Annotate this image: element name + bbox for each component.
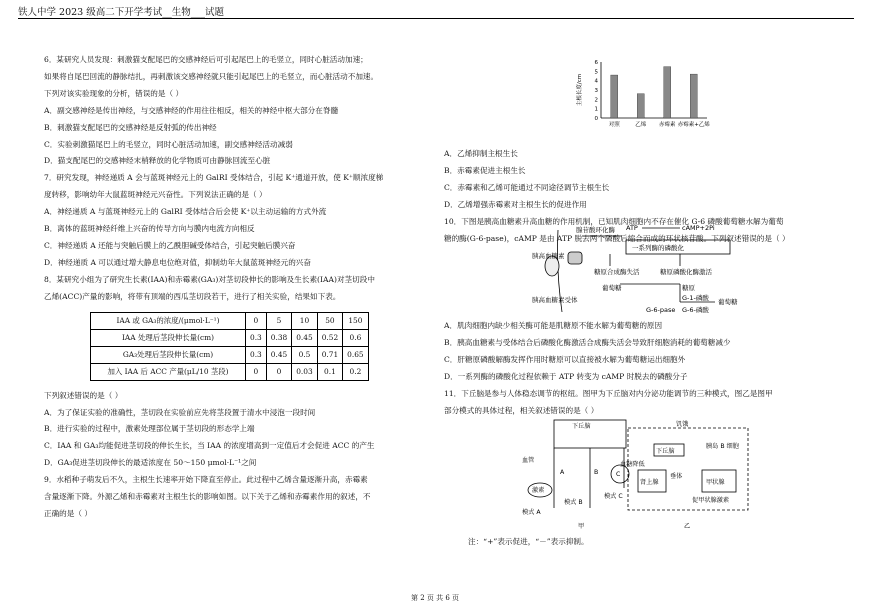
text-line: 部分模式的具体过程，相关叙述错误的是（ ） — [444, 405, 599, 415]
text-line: 如果将自尾巴回流的静脉结扎，再刺激该交感神经就只能引起尾巴上的毛竖立，而心脏活动不加速。 — [44, 71, 379, 81]
text-line: 度转移，影响幼年大鼠蓝斑神经元兴奋性。下列说法正确的是（ ） — [44, 190, 267, 200]
fig-label: 甲 — [578, 523, 585, 530]
fig-label: 血管 — [522, 457, 535, 464]
table-cell: 5 — [266, 312, 291, 329]
text-line: 下列对该实验现象的分析，错误的是（ ） — [44, 88, 184, 98]
text-line: A．肌肉细胞内缺少相关酶可能是肌糖原不能水解为葡萄糖的原因 — [444, 321, 663, 330]
table-cell: IAA 或 GA₃的浓度/(μmol·L⁻¹) — [91, 312, 246, 329]
y-tick-label: 0 — [594, 116, 598, 122]
text-line: D．猫支配尾巴的交感神经末梢释放的化学物质可由静脉回流至心脏 — [44, 156, 271, 166]
figure-note: 注：“+”表示促进，“－”表示抑制。 — [468, 537, 589, 546]
fig-label: 激素 — [532, 487, 545, 494]
text-line: 8．某研究小组为了研究生长素(IAA)和赤霉素(GA₃)对茎切段伸长的影响及生长素(IAA)对茎切段中 — [44, 274, 375, 284]
table-row — [91, 346, 369, 363]
table-cell: IAA 处理后茎段伸长量(cm) — [91, 329, 246, 346]
fig-label: 促甲状腺激素 — [692, 497, 730, 504]
fig-label: 模式 A — [522, 509, 541, 516]
text-line: 9．水稻种子萌发后不久，主根生长速率开始下降直至停止。此过程中乙烯含量逐渐升高，赤霉素 — [44, 475, 368, 485]
table-row — [91, 329, 369, 346]
table-cell: 0.5 — [292, 346, 317, 363]
table-cell: 0.1 — [317, 363, 342, 380]
fig-label: 一系列酶的磷酸化 — [632, 244, 684, 252]
receptor-shape — [568, 252, 582, 264]
fig-label: G-1-磷酸 — [682, 294, 709, 302]
bar — [690, 74, 697, 118]
x-tick-label: 对照 — [608, 122, 620, 128]
dashed-frame — [628, 428, 748, 510]
fig-label: ATP — [626, 224, 638, 232]
text-line: B．赤霉素促进主根生长 — [444, 165, 526, 175]
text-line: A．为了保证实验的准确性，茎切段在实验前应先将茎段置于清水中浸泡一段时间 — [44, 407, 316, 417]
y-tick-label: 2 — [594, 97, 598, 104]
text-line: C．肝糖原磷酸解酶发挥作用时糖原可以直接被水解为葡萄糖运出细胞外 — [444, 354, 686, 364]
table-cell: 0.52 — [317, 329, 342, 346]
y-tick-label: 3 — [594, 88, 598, 94]
fig-label: 肾上腺 — [640, 479, 659, 486]
fig-label: cAMP+2Pi — [682, 224, 715, 232]
y-tick-label: 1 — [594, 106, 598, 113]
text-line: 下列叙述错误的是（ ） — [44, 390, 123, 400]
fig-label: 葡萄糖 — [718, 298, 738, 306]
y-tick-label: 4 — [594, 78, 598, 85]
table-cell: 0.71 — [317, 346, 342, 363]
fig-label: 胰高血糖素受体 — [532, 296, 578, 304]
table-cell: 0 — [246, 363, 267, 380]
figure-yi — [618, 418, 758, 530]
x-tick-label: 赤霉素+乙烯 — [677, 122, 710, 128]
right-column-lower — [444, 318, 854, 419]
questions-10-11 — [444, 318, 854, 419]
text-line: A．副交感神经是传出神经，与交感神经的作用往往相反，相关的神经中枢大部分在脊髓 — [44, 105, 339, 115]
text-line: 含量逐渐下降。外源乙烯和赤霉素对主根生长的影响如图。以下关于乙烯和赤霉素作用的叙述，不 — [44, 492, 371, 502]
fig-label: G-6-pase — [646, 306, 676, 314]
fig-label: 胰岛 B 细胞 — [706, 443, 739, 450]
text-line: B．胰高血糖素与受体结合后磷酸化酶激活合成酶失活会导致肝细胞消耗的葡萄糖减少 — [444, 337, 731, 347]
fig-label: 腺苷酸环化酶 — [576, 226, 615, 234]
text-line: B．进行实验的过程中，激素处理部位属于茎切段的形态学上端 — [44, 424, 255, 434]
fig-label: G-6-磷酸 — [682, 306, 709, 314]
text-line: 乙烯(ACC)产量的影响，将带有顶端的西瓜茎切段若干，进行了相关实验，结果如下表。 — [44, 291, 341, 301]
header-rule — [18, 18, 854, 19]
text-line: C．IAA 和 GA₃均能促进茎切段的伸长生长，当 IAA 的浓度增高到一定值后才会促进 ACC 的产生 — [44, 441, 375, 451]
fig-label: A — [560, 469, 565, 476]
fig-label: C — [616, 471, 621, 478]
bar — [637, 94, 644, 118]
text-line: A．神经递质 A 与蓝斑神经元上的 GalRI 受体结合后会使 K⁺以主动运输的方式外流 — [44, 207, 327, 217]
fig-label: 饥饿 — [676, 421, 689, 428]
table-cell: 0.45 — [292, 329, 317, 346]
root-length-bar-chart — [575, 56, 715, 140]
bar — [611, 75, 618, 118]
table-cell: 0.6 — [343, 329, 368, 346]
fig-label: 下丘脑 — [572, 423, 591, 430]
text-line: 糖的酶(G-6-pase)，cAMP 是由 ATP 脱去两个磷酸后缩合而成的环状核苷酸。下列叙述错误的是（ ） — [444, 233, 790, 243]
y-tick-label: 5 — [594, 69, 598, 76]
x-tick-label: 乙烯 — [635, 122, 647, 128]
text-line: B．离体的蓝斑神经纤维上兴奋的传导方向与膜内电流方向相反 — [44, 224, 255, 234]
text-line: 6．某研究人员发现：刺激猫支配尾巴的交感神经后可引起尾巴上的毛竖立，同时心脏活动加速； — [44, 55, 368, 64]
fig-label: 乙 — [684, 523, 691, 530]
text-line: 10．下图是胰高血糖素升高血糖的作用机制，已知肌肉细胞内不存在催化 G-6 磷酸葡萄糖水解为葡萄 — [444, 216, 784, 226]
questions-8-9 — [44, 388, 436, 523]
table-cell: 0.3 — [246, 329, 267, 346]
fig-label: 血糖降低 — [620, 461, 645, 468]
text-line: D．一系列酶的磷酸化过程依赖于 ATP 转变为 cAMP 时脱去的磷酸分子 — [444, 371, 688, 381]
page-footer: 第 2 页 共 6 页 — [410, 594, 460, 602]
fig-label: 糖原磷酸化酶激活 — [660, 268, 712, 276]
table-cell: 0.3 — [246, 346, 267, 363]
table-cell: 10 — [292, 312, 317, 329]
fig-label: 胰高血糖素 — [532, 252, 565, 260]
table-cell: 0.38 — [266, 329, 291, 346]
fig-label: 垂体 — [670, 473, 683, 480]
table-cell: 加入 IAA 后 ACC 产量(μL/10 茎段) — [91, 363, 246, 380]
table-cell: GA₃处理后茎段伸长量(cm) — [91, 346, 246, 363]
text-line: 正确的是（ ） — [44, 508, 92, 518]
text-line: D．神经递质 A 可以通过增大静息电位绝对值，抑制幼年大鼠蓝斑神经元的兴奋 — [44, 257, 311, 267]
text-line: C．实验刺激猫尾巴上的毛竖立，同时心脏活动加速，副交感神经活动减弱 — [44, 139, 293, 149]
table-row — [91, 363, 369, 380]
y-tick-label: 6 — [594, 60, 598, 66]
text-line: 11．下丘脑是参与人体稳态调节的枢纽。图甲为下丘脑对内分泌功能调节的三种模式，图乙是图甲 — [444, 388, 773, 398]
table-cell: 0 — [246, 312, 267, 329]
fig-label: 模式 C — [604, 493, 623, 500]
questions-6-8 — [44, 52, 436, 306]
table-cell: 150 — [343, 312, 368, 329]
table-cell: 0.45 — [266, 346, 291, 363]
table-cell: 0.65 — [343, 346, 368, 363]
experiment-table — [90, 312, 369, 381]
text-line: A．乙烯抑制主根生长 — [444, 149, 518, 158]
text-line: D．乙烯增强赤霉素对主根生长的促进作用 — [444, 199, 587, 209]
fig-label: 糖原 — [682, 284, 695, 292]
y-axis-label: 主根长度/cm — [577, 73, 583, 107]
table-header-row — [91, 312, 369, 329]
text-line: D．GA₃促进茎切段伸长的最适浓度在 50～150 μmol·L⁻¹之间 — [44, 458, 257, 468]
fig-label: 下丘脑 — [656, 448, 675, 455]
text-line: C．赤霉素和乙烯可能通过不同途径调节主根生长 — [444, 182, 610, 192]
fig-label: 甲状腺 — [706, 479, 725, 486]
text-line: C．神经递质 A 还能与突触后膜上的乙酰胆碱受体结合，引起突触后膜兴奋 — [44, 240, 296, 250]
fig-label: B — [594, 469, 599, 476]
page-header: 铁人中学 2023 级高二下开学考试__生物___试题 — [18, 7, 224, 18]
bar — [664, 67, 671, 118]
text-line: 7．研究发现，神经递质 A 会与蓝斑神经元上的 GalRI 受体结合，引起 K⁺通道开放，使 K⁺顺浓度梯 — [44, 173, 384, 183]
text-line: B．刺激猫支配尾巴的交感神经是反射弧的传出神经 — [44, 122, 217, 132]
left-column — [44, 52, 436, 523]
table-cell: 0 — [266, 363, 291, 380]
table-cell: 50 — [317, 312, 342, 329]
fig-label: 葡萄糖 — [602, 284, 622, 292]
fig-label: 糖原合成酶失活 — [594, 268, 640, 276]
glucagon-mechanism-figure — [530, 222, 770, 318]
table-cell: 0.2 — [343, 363, 368, 380]
table-cell: 0.03 — [292, 363, 317, 380]
x-tick-label: 赤霉素 — [658, 122, 676, 128]
fig-label: 模式 B — [564, 499, 583, 506]
